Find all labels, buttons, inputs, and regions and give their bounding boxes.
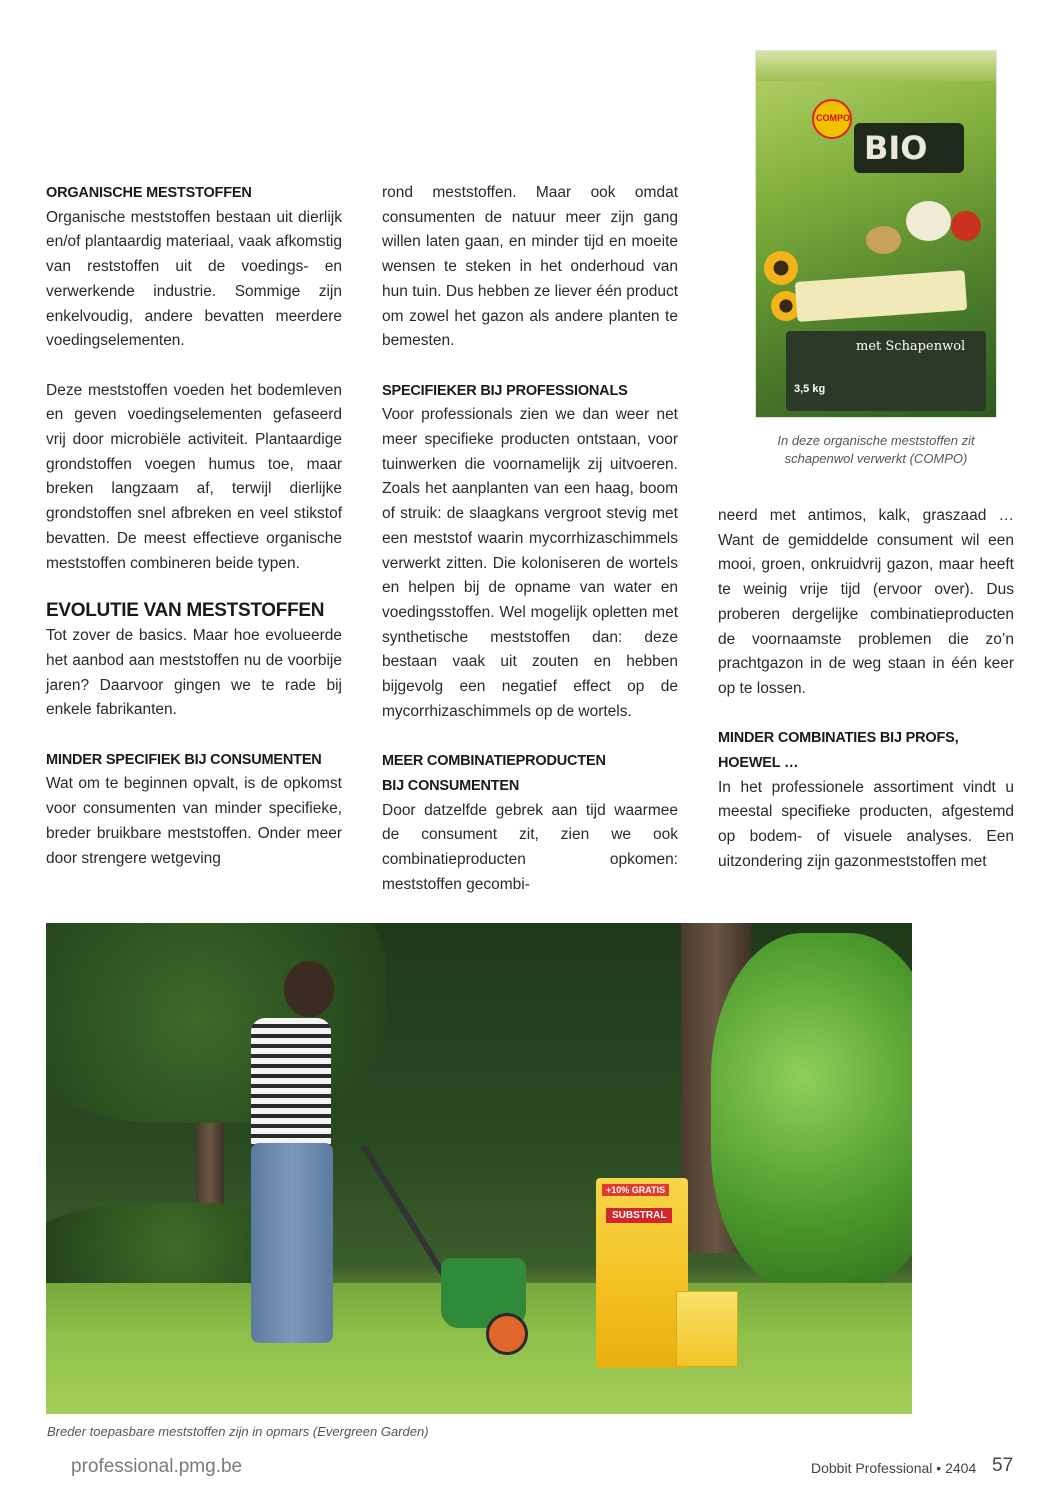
footer-magazine-name: Dobbit Professional • 2404 bbox=[811, 1460, 977, 1476]
garden-photo bbox=[46, 923, 912, 1414]
text-column-3 bbox=[718, 504, 1014, 875]
paragraph-pro-specific: Voor professionals zien we dan weer net meer specifieke producten ontstaan, voor tuinwerken die voornamelijk zij uitvoeren. Zoals het aanplanten van een haag, boom of struik: de slaagkans vergroot stevig met een meststof waarin mycorrhizaschimmels verwerkt zitten. Die koloniseren de wortels en helpen bij de opname van water en voedingsstoffen. Wel mogelijk opletten met synthetische meststoffen dan: deze bestaan vaak uit zouten en hebben bijgevolg een negatief effect op de mycorrhizaschimmels op de wortels. bbox=[382, 406, 678, 720]
heading-minder-combinaties-line2: HOEWEL … bbox=[718, 755, 799, 772]
bag-top-band bbox=[756, 51, 996, 81]
text-column-2 bbox=[382, 181, 678, 897]
hedge-laurel bbox=[711, 933, 912, 1293]
product-photo-caption: In deze organische meststoffen zit schapenwol verwerkt (COMPO) bbox=[777, 433, 975, 466]
heading-minder-combinaties-line1: MINDER COMBINATIES BIJ PROFS, bbox=[718, 730, 959, 747]
product-photo-compo-bio bbox=[755, 50, 997, 418]
paragraph-fewer-combos: In het professionele assortiment vindt u meestal specifieke producten, afgestemd op bodem- of visuele analyses. Een uitzondering zijn gazonmeststoffen met bbox=[718, 778, 1014, 870]
wool-band: met Schapenwol 3,5 kg bbox=[786, 331, 986, 411]
flower-rudbeckia bbox=[764, 251, 798, 285]
heading-combinatieproducten-line1: MEER COMBINATIEPRODUCTEN bbox=[382, 753, 606, 770]
paragraph-combo: Door datzelfde gebrek aan tijd waarmee de consument zit, zien we ook combinatieproducten opkomen: meststoffen gecombi- bbox=[382, 801, 678, 893]
person-head bbox=[284, 961, 334, 1017]
garden-photo-caption: Breder toepasbare meststoffen zijn in opmars (Evergreen Garden) bbox=[47, 1424, 429, 1439]
product-label-band bbox=[795, 270, 967, 322]
paragraph-organic-2: Deze meststoffen voeden het bodemleven en geven voedingselementen gefaseerd vrij door microbiële activiteit. Plantaardige grondstoffen voegen humus toe, maar breken langzaam af, terwijl dierlijke grondstoffen snel afbreken en veel stikstof bevatten. De meest effectieve organische meststoffen combineren beide typen. bbox=[46, 381, 342, 572]
person-legs bbox=[251, 1143, 333, 1343]
paragraph-organic-1: Organische meststoffen bestaan uit dierlijk en/of plantaardig materiaal, vaak afkomstig van reststoffen uit de voedings- en verwerkende industrie. Sommige zijn enkelvoudig, andere bevatten meerdere voedingselementen. bbox=[46, 208, 342, 350]
person-shirt bbox=[251, 1018, 331, 1148]
page-number: 57 bbox=[992, 1455, 1014, 1476]
heading-specifieker-professionals: SPECIFIEKER BIJ PROFESSIONALS bbox=[382, 382, 628, 399]
paragraph-col3-continuation: neerd met antimos, kalk, graszaad … Want de gemiddelde consument wil een mooi, groen, onkruidvrij gazon, maar heeft te weinig vrije tijd (ervoor over). Dus proberen dergelijke combinatieproducten de voornaamste problemen die zo’n prachtgazon in de weg staan in één keer op te lossen. bbox=[718, 507, 1014, 697]
vegetable-tomato bbox=[951, 211, 981, 241]
paragraph-evolution: Tot zover de basics. Maar hoe evolueerde het aanbod aan meststoffen nu de voorbije jaren? Daarvoor gingen we te rade bij enkele fabrikanten. bbox=[46, 627, 342, 719]
text-column-1 bbox=[46, 181, 342, 871]
compo-logo: COMPO bbox=[812, 99, 852, 139]
footer-site-url[interactable]: professional.pmg.be bbox=[71, 1456, 243, 1477]
vegetable-potato bbox=[866, 226, 901, 254]
heading-minder-specifiek: MINDER SPECIFIEK BIJ CONSUMENTEN bbox=[46, 751, 322, 768]
heading-organische-meststoffen: ORGANISCHE MESTSTOFFEN bbox=[46, 185, 252, 201]
fertilizer-bag-substral: +10% GRATIS SUBSTRAL bbox=[596, 1178, 688, 1368]
bio-badge: BIO bbox=[854, 123, 964, 173]
spreader-wheel bbox=[486, 1313, 528, 1355]
paragraph-col2-continuation: rond meststoffen. Maar ook omdat consumenten de natuur meer zijn gang willen laten gaan, en minder tijd en moeite wensen te steken in het onderhoud van hun tuin. Dus hebben ze liever één product om zowel het gazon als andere planten te bemesten. bbox=[382, 184, 678, 350]
fertilizer-box-substral bbox=[676, 1291, 738, 1367]
hedge-dark bbox=[46, 923, 386, 1123]
paragraph-less-specific: Wat om te beginnen opvalt, is de opkomst voor consumenten van minder specifieke, breder bruikbare meststoffen. Onder meer door strengere wetgeving bbox=[46, 775, 342, 867]
heading-evolutie: EVOLUTIE VAN MESTSTOFFEN bbox=[46, 600, 325, 622]
vegetable-cauliflower bbox=[906, 201, 951, 241]
heading-combinatieproducten-line2: BIJ CONSUMENTEN bbox=[382, 777, 520, 794]
